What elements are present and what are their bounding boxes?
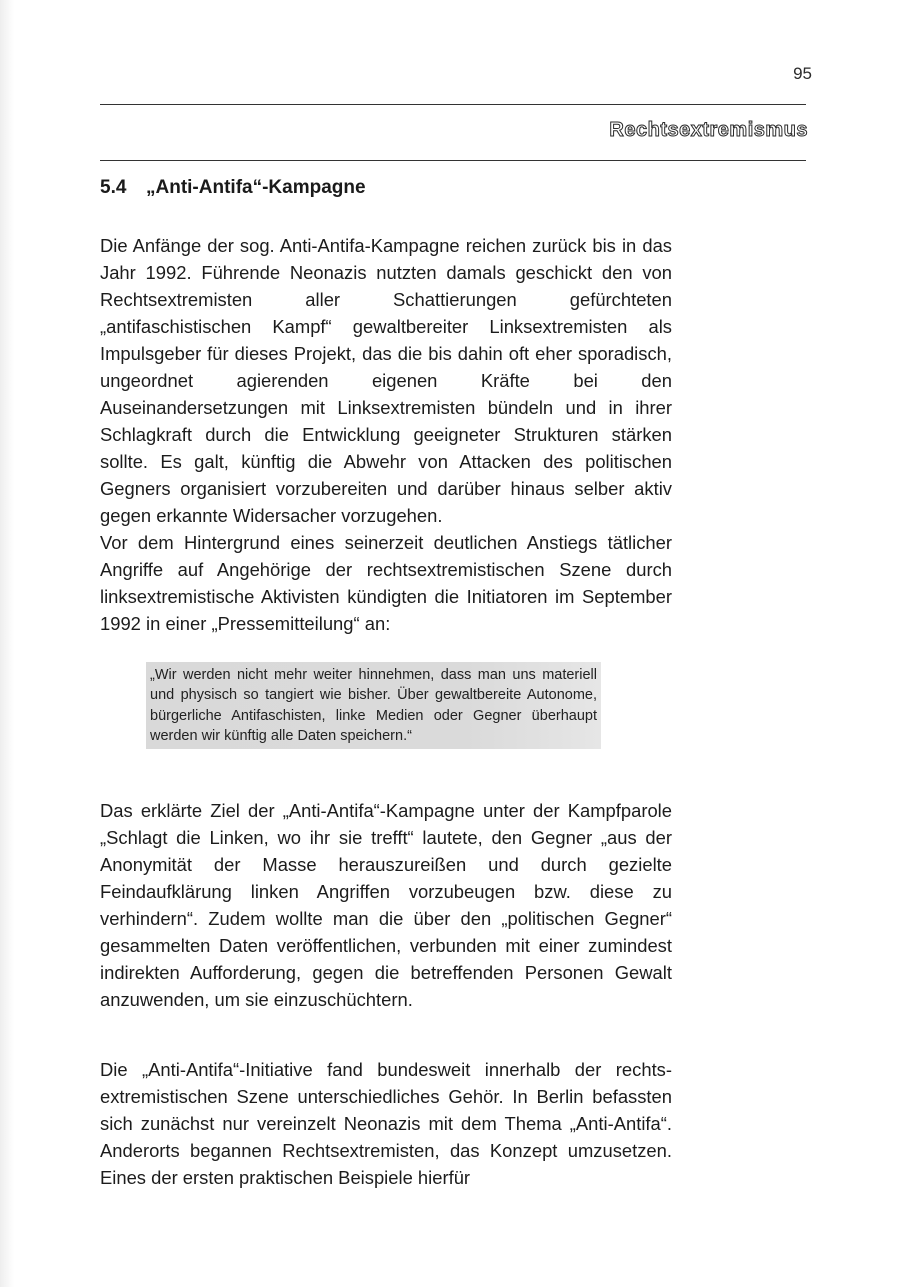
body-paragraph: Die „Anti-Antifa“-Initiative fand bundesweit innerhalb der rechtsextremistischen Szene unterschiedliches Gehör. In Berlin befassten sich zunächst nur vereinzelt Neonazis mit dem Thema „Anti-Antifa“. Anderorts begannen Rechtsextremisten, das Konzept umzusetzen. Eines der ersten praktischen Beispiele hierfür <box>100 1059 672 1188</box>
section-number: 5.4 <box>100 177 127 198</box>
running-header: Rechtsextremismus <box>609 119 808 141</box>
paragraph-text-1: Die Anfänge der sog. Anti-Antifa-Kampagne reichen zurück bis in das Jahr 1992. Führende Neonazis nutzten damals geschickt den von Rechtsextremisten aller Schattierungen gefürchteten „antifaschistischen Kampf“ gewaltbereiter Linksextremisten als Impulsgeber für dieses Projekt, das die bis dahin oft eher sporadisch, ungeordnet agierenden eigenen Kräfte bei den Auseinandersetzungen mit Linksextremisten bündeln und in ihrer Schlagkraft durch die Entwicklung geeigneter Strukturen stärken sollte. Es galt, künftig die Abwehr von Attacken des politischen Gegners organisiert vorzubereiten und darüber hinaus selber aktiv gegen erkannte Widersacher vorzugehen. <box>100 235 672 526</box>
body-paragraph: Das erklärte Ziel der „Anti-Antifa“-Kampagne unter der Kampfparole „Schlagt die Linken, wo ihr sie trefft“ lautete, den Gegner „aus der Anonymität der Masse herauszureißen und durch gezielte Feindaufklärung linken Angriffen vorzubeugen bzw. diese zu verhindern“. Zudem wollte man die über den „politischen Gegner“ gesammelten Daten veröffentlichen, verbunden mit einer zumindest indirekten Aufforderung, gegen die betreffenden Personen Gewalt anzuwenden, um sie einzuschüchtern. <box>100 800 672 1010</box>
header-rule-top <box>100 104 806 105</box>
scan-edge-shadow <box>0 0 14 1287</box>
body-paragraph <box>100 232 672 637</box>
section-heading <box>100 177 366 199</box>
blockquote-press-release: „Wir werden nicht mehr weiter hinnehmen, dass man uns materiell und physisch so tangiert wie bisher. Über gewaltbereite Autonome, bürgerliche Antifaschisten, linke Medien oder Gegner überhaupt werden wir künftig alle Daten speichern.“ <box>146 662 601 749</box>
paragraph-text-2: Vor dem Hintergrund eines seinerzeit deutlichen Anstiegs tätlicher Angriffe auf Angehörige der rechtsextremistischen Szene durch linksextremistische Aktivisten kündigten die Initiatoren im September 1992 in einer „Pressemitteilung“ an: <box>100 532 672 634</box>
header-rule-bottom <box>100 160 806 161</box>
section-title: „Anti-Antifa“-Kampagne <box>146 177 366 198</box>
page-number: 95 <box>793 64 812 83</box>
